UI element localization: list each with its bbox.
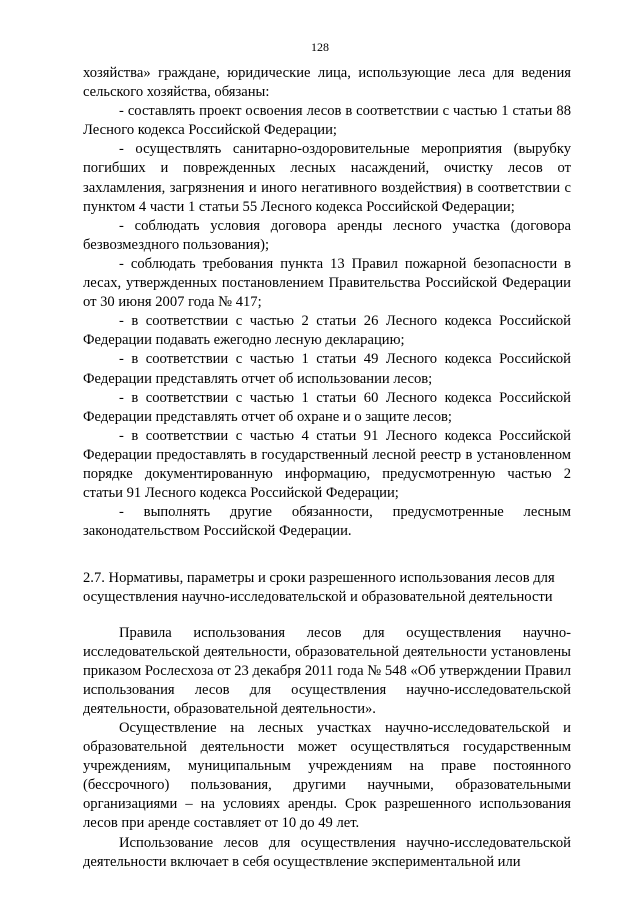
list-item-obligation: - осуществлять санитарно-оздоровительные мероприятия (вырубку погибших и поврежденных лесных насаждений, очистку лесов от захламления, загрязнения и иного негативного воздействия) в соответствии с пунктом 4 части 1 статьи 55 Лесного кодекса Российской Федерации;: [83, 141, 571, 215]
page-content: [83, 64, 571, 872]
list-item-obligation: - выполнять другие обязанности, предусмотренные лесным законодательством Российской Федерации.: [83, 504, 571, 540]
paragraph-institutions: Осуществление на лесных участках научно-исследовательской и образовательной деятельности может осуществляться государственным учреждениям, муниципальным учреждениям на праве постоянного (бессрочного) пользования, другими научными, образовательными организациями – на условиях аренды. Срок разрешенного использования лесов при аренде составляет от 10 до 49 лет.: [83, 720, 571, 832]
paragraph-intro: хозяйства» граждане, юридические лица, использующие леса для ведения сельского хозяйства, обязаны:: [83, 65, 571, 101]
list-item-obligation: - в соответствии с частью 1 статьи 60 Лесного кодекса Российской Федерации представлять отчет об охране и о защите лесов;: [83, 389, 571, 425]
heading-gap: [83, 608, 571, 624]
section-gap: [83, 541, 571, 569]
paragraph-rules: Правила использования лесов для осуществления научно-исследовательской деятельности, образовательной деятельности установлены приказом Рослесхоза от 23 декабря 2011 года № 548 «Об утверждении Правил использования лесов для осуществления научно-исследовательской деятельности, образовательной деятельности».: [83, 624, 571, 717]
list-item-obligation: - в соответствии с частью 1 статьи 49 Лесного кодекса Российской Федерации представлять отчет об использовании лесов;: [83, 351, 571, 387]
page-number: 128: [311, 40, 329, 54]
list-item-obligation: - в соответствии с частью 2 статьи 26 Лесного кодекса Российской Федерации подавать ежегодно лесную декларацию;: [83, 313, 571, 349]
paragraph-usage: Использование лесов для осуществления научно-исследовательской деятельности включает в себя осуществление экспериментальной или: [83, 834, 571, 870]
list-item-obligation: - составлять проект освоения лесов в соответствии с частью 1 статьи 88 Лесного кодекса Российской Федерации;: [83, 103, 571, 139]
list-item-obligation: - соблюдать требования пункта 13 Правил пожарной безопасности в лесах, утвержденных постановлением Правительства Российской Федерации от 30 июня 2007 года № 417;: [83, 255, 571, 311]
list-item-obligation: - в соответствии с частью 4 статьи 91 Лесного кодекса Российской Федерации предоставлять в государственный лесной реестр в установленном порядке документированную информацию, предусмотренную частью 2 статьи 91 Лесного кодекса Российской Федерации;: [83, 427, 571, 502]
list-item-obligation: - соблюдать условия договора аренды лесного участка (договора безвозмездного пользования);: [83, 217, 571, 253]
section-heading: 2.7. Нормативы, параметры и сроки разрешенного использования лесов для осуществления научно-исследовательской и образовательной деятельности: [83, 570, 555, 606]
